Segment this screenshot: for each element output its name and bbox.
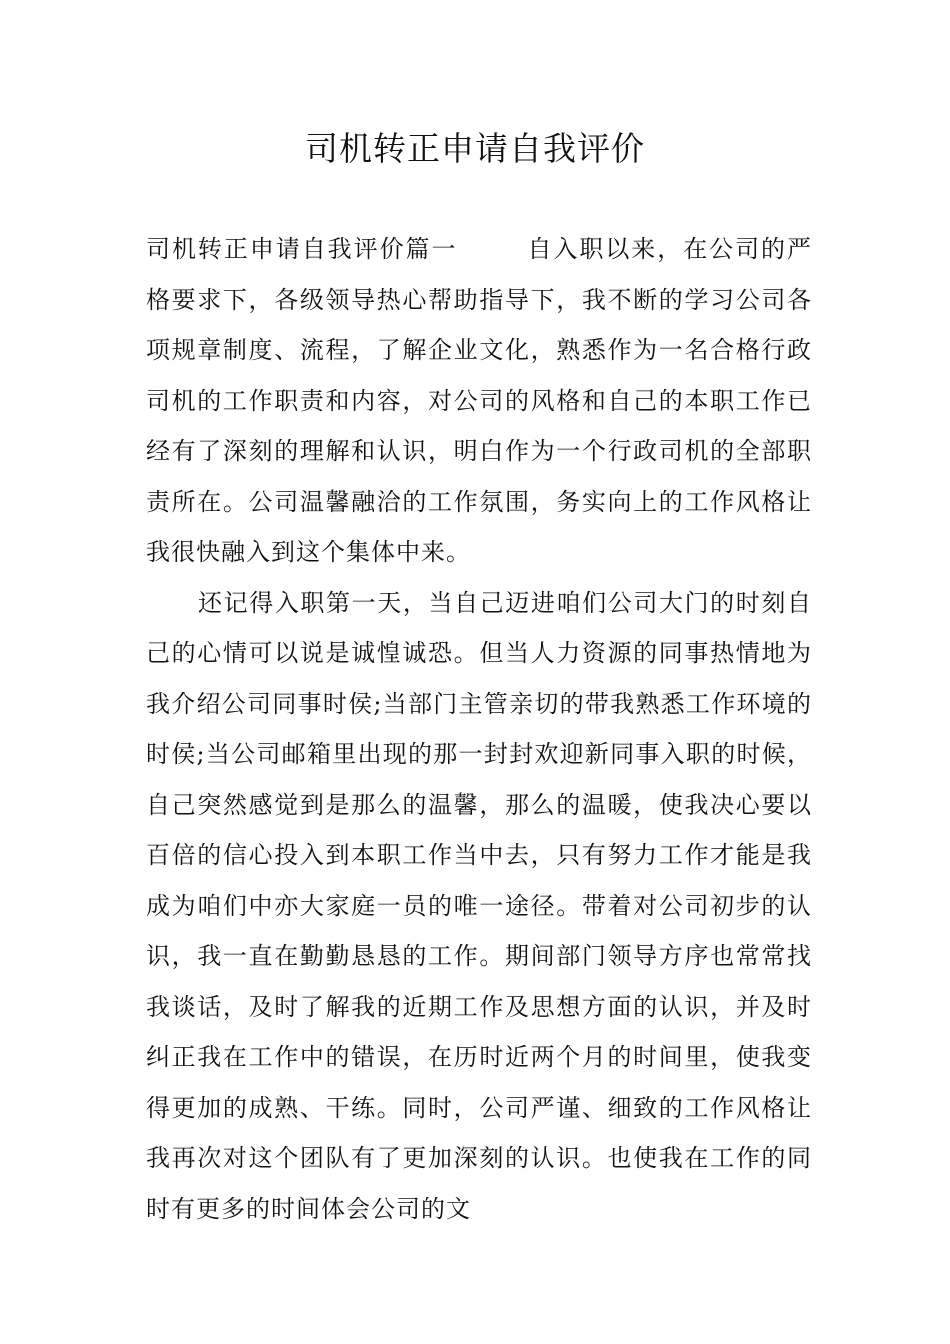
document-body [146,224,812,1234]
paragraph-1 [146,224,812,578]
document-title: 司机转正申请自我评价 [305,129,645,168]
section-label: 司机转正申请自我评价篇一 [146,235,458,263]
paragraph-1-text: 自入职以来，在公司的严格要求下，各级领导热心帮助指导下，我不断的学习公司各项规章制度、流程，了解企业文化，熟悉作为一名合格行政司机的工作职责和内容，对公司的风格和自己的本职工作已经有了深刻的理解和认识，明白作为一个行政司机的全部职责所在。公司温馨融洽的工作氛围，务实向上的工作风格让我很快融入到这个集体中来。 [146,235,813,566]
paragraph-2: 还记得入职第一天，当自己迈进咱们公司大门的时刻自己的心情可以说是诚惶诚恐。但当人力资源的同事热情地为我介绍公司同事时侯;当部门主管亲切的带我熟悉工作环境的时侯;当公司邮箱里出现的那一封封欢迎新同事入职的时候，自己突然感觉到是那么的温馨，那么的温暖，使我决心要以百倍的信心投入到本职工作当中去，只有努力工作才能是我成为咱们中亦大家庭一员的唯一途径。带着对公司初步的认识，我一直在勤勤恳恳的工作。期间部门领导方序也常常找我谈话，及时了解我的近期工作及思想方面的认识，并及时纠正我在工作中的错误，在历时近两个月的时间里，使我变得更加的成熟、干练。同时，公司严谨、细致的工作风格让我再次对这个团队有了更加深刻的认识。也使我在工作的同时有更多的时间体会公司的文 [146,588,812,1223]
